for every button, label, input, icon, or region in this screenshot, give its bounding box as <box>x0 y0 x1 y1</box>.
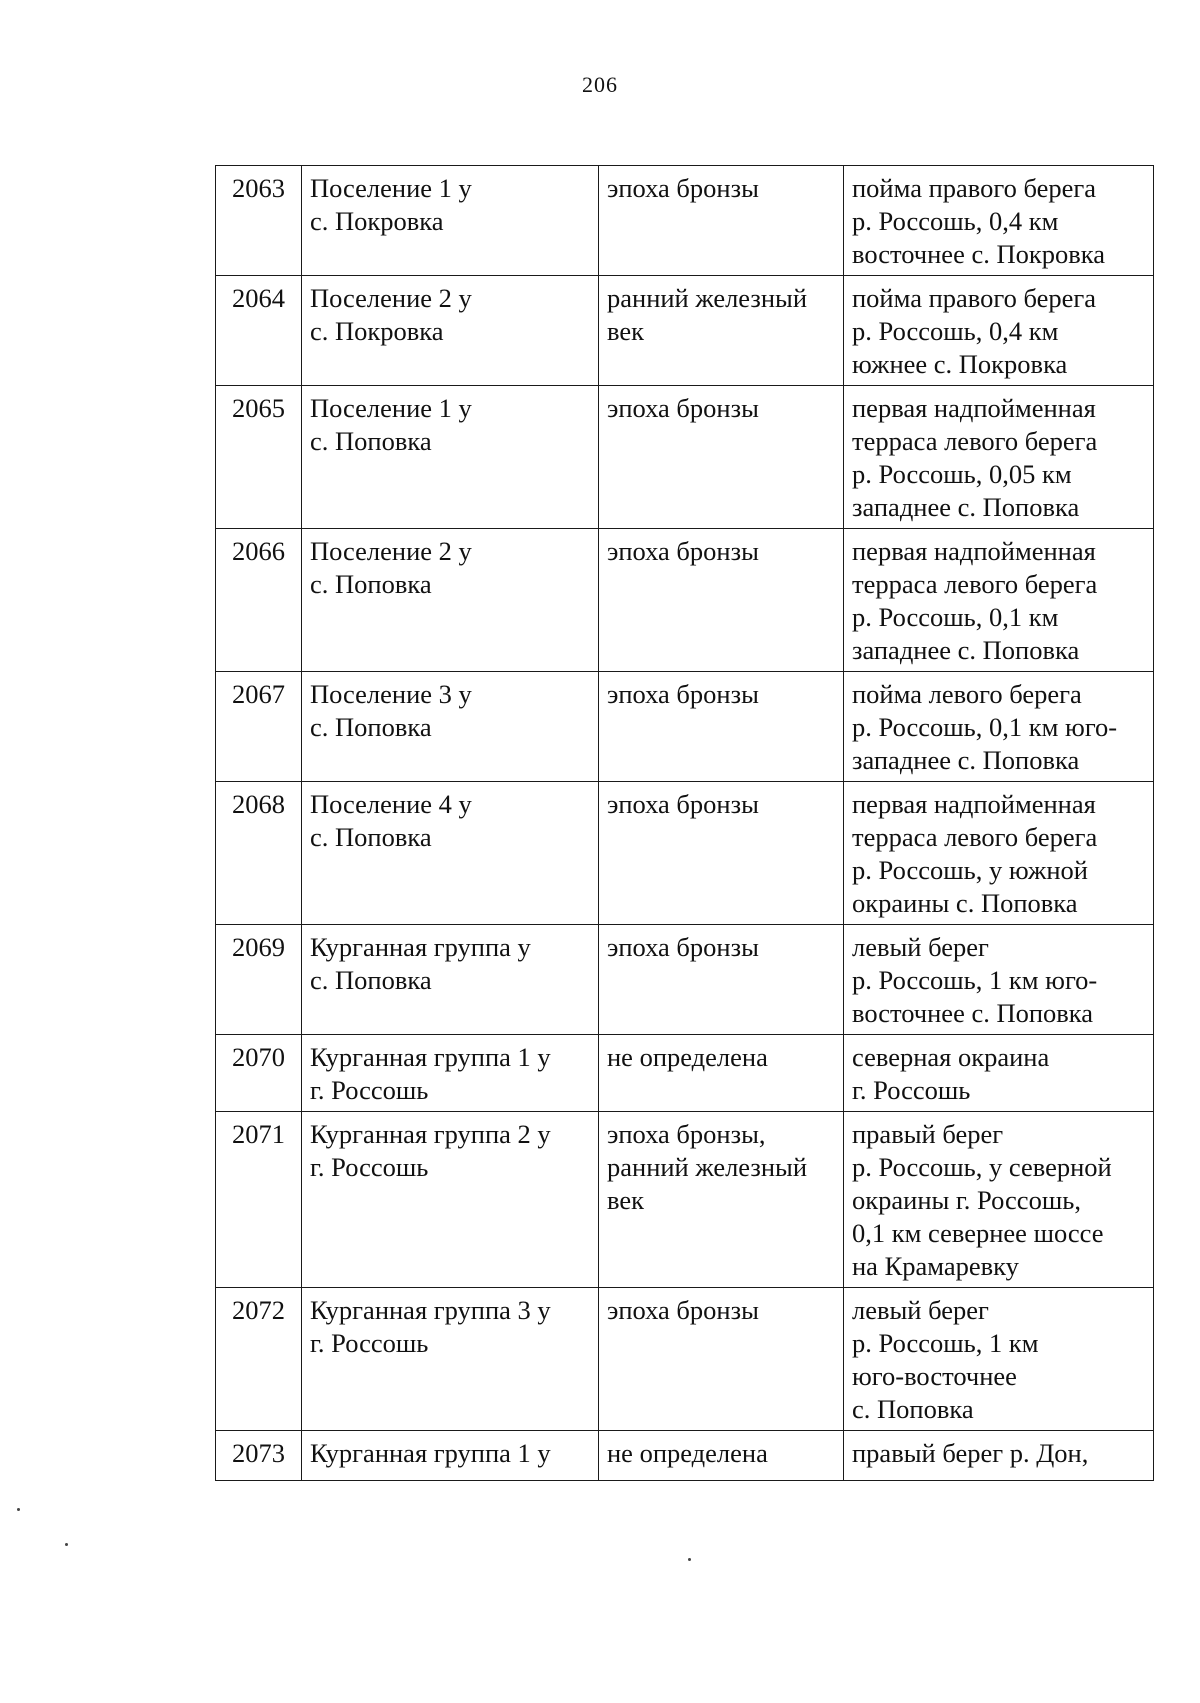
site-name-cell: Курганная группа 1 у г. Россошь <box>302 1035 599 1112</box>
site-number-cell: 2073 <box>216 1431 302 1481</box>
table-row <box>216 672 1154 782</box>
site-location-cell: правый берег р. Россошь, у северной окраины г. Россошь, 0,1 км севернее шоссе на Крамаревку <box>844 1112 1154 1288</box>
site-location-cell: первая надпойменная терраса левого берега р. Россошь, у южной окраины с. Поповка <box>844 782 1154 925</box>
site-number-cell: 2063 <box>216 166 302 276</box>
site-name-cell: Поселение 2 у с. Поповка <box>302 529 599 672</box>
site-period-cell: эпоха бронзы <box>599 386 844 529</box>
site-name-cell: Курганная группа 2 у г. Россошь <box>302 1112 599 1288</box>
site-period-cell: эпоха бронзы <box>599 782 844 925</box>
site-location-cell: первая надпойменная терраса левого берега р. Россошь, 0,05 км западнее с. Поповка <box>844 386 1154 529</box>
site-period-cell: эпоха бронзы <box>599 166 844 276</box>
site-number-cell: 2068 <box>216 782 302 925</box>
site-name-cell: Поселение 4 у с. Поповка <box>302 782 599 925</box>
site-period-cell: эпоха бронзы, ранний железный век <box>599 1112 844 1288</box>
site-location-cell: левый берег р. Россошь, 1 км юго- восточнее с. Поповка <box>844 925 1154 1035</box>
site-period-cell: эпоха бронзы <box>599 529 844 672</box>
site-name-cell: Курганная группа у с. Поповка <box>302 925 599 1035</box>
scan-speck <box>688 1558 691 1561</box>
site-period-cell: эпоха бронзы <box>599 925 844 1035</box>
site-name-cell: Поселение 1 у с. Покровка <box>302 166 599 276</box>
heritage-sites-table <box>215 165 1154 1481</box>
table-row <box>216 1035 1154 1112</box>
site-location-cell: пойма правого берега р. Россошь, 0,4 км восточнее с. Покровка <box>844 166 1154 276</box>
site-name-cell: Курганная группа 3 у г. Россошь <box>302 1288 599 1431</box>
site-name-cell: Курганная группа 1 у <box>302 1431 599 1481</box>
site-number-cell: 2072 <box>216 1288 302 1431</box>
table-row <box>216 1112 1154 1288</box>
site-period-cell: не определена <box>599 1035 844 1112</box>
table-row <box>216 386 1154 529</box>
site-location-cell: первая надпойменная терраса левого берега р. Россошь, 0,1 км западнее с. Поповка <box>844 529 1154 672</box>
scan-speck <box>17 1508 20 1511</box>
site-number-cell: 2065 <box>216 386 302 529</box>
table-row <box>216 1288 1154 1431</box>
site-location-cell: пойма левого берега р. Россошь, 0,1 км юго- западнее с. Поповка <box>844 672 1154 782</box>
site-name-cell: Поселение 3 у с. Поповка <box>302 672 599 782</box>
site-name-cell: Поселение 1 у с. Поповка <box>302 386 599 529</box>
site-number-cell: 2064 <box>216 276 302 386</box>
site-period-cell: не определена <box>599 1431 844 1481</box>
site-period-cell: ранний железный век <box>599 276 844 386</box>
table-row <box>216 1431 1154 1481</box>
scan-speck <box>65 1543 68 1546</box>
site-period-cell: эпоха бронзы <box>599 1288 844 1431</box>
site-number-cell: 2069 <box>216 925 302 1035</box>
site-number-cell: 2071 <box>216 1112 302 1288</box>
site-location-cell: северная окраина г. Россошь <box>844 1035 1154 1112</box>
site-number-cell: 2067 <box>216 672 302 782</box>
page-number: 206 <box>582 72 618 97</box>
site-number-cell: 2066 <box>216 529 302 672</box>
site-number-cell: 2070 <box>216 1035 302 1112</box>
site-period-cell: эпоха бронзы <box>599 672 844 782</box>
table-body <box>216 166 1154 1481</box>
site-location-cell: пойма правого берега р. Россошь, 0,4 км южнее с. Покровка <box>844 276 1154 386</box>
site-name-cell: Поселение 2 у с. Покровка <box>302 276 599 386</box>
table-row <box>216 782 1154 925</box>
table-row <box>216 276 1154 386</box>
table-row <box>216 166 1154 276</box>
table-row <box>216 529 1154 672</box>
table-row <box>216 925 1154 1035</box>
site-location-cell: правый берег р. Дон, <box>844 1431 1154 1481</box>
site-location-cell: левый берег р. Россошь, 1 км юго-восточнее с. Поповка <box>844 1288 1154 1431</box>
